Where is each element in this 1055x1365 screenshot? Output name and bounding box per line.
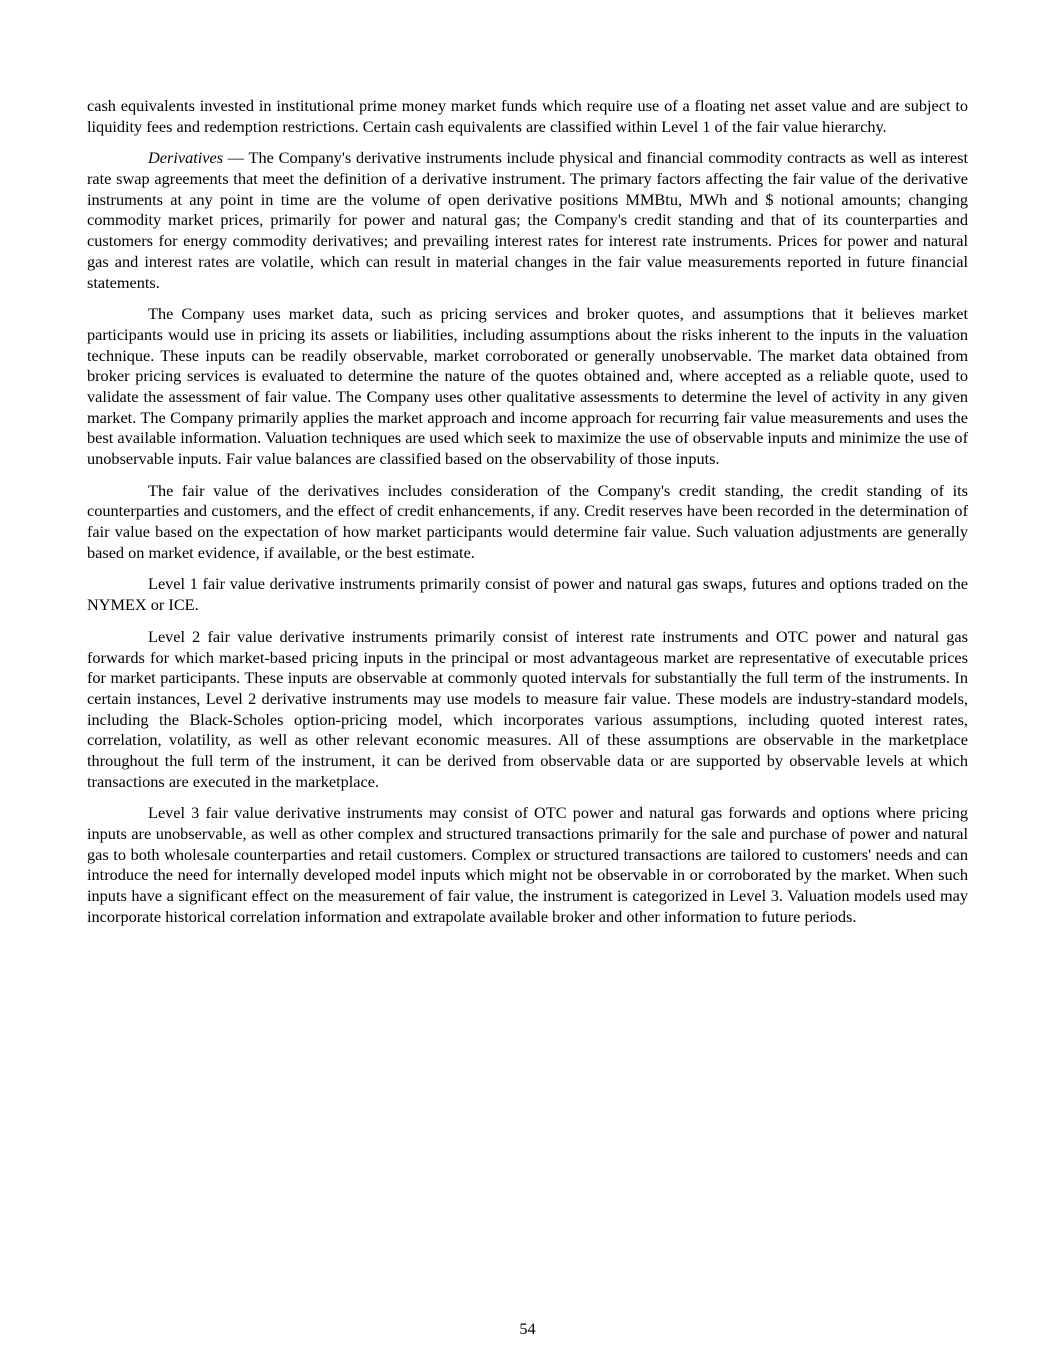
paragraph-derivatives	[87, 148, 968, 293]
paragraph-level-3: Level 3 fair value derivative instruments may consist of OTC power and natural gas forwards and options where pricing inputs are unobservable, as well as other complex and structured transactions primarily for the sale and purchase of power and natural gas to both wholesale counterparties and retail customers. Complex or structured transactions are tailored to customers' needs and can introduce the need for internally developed model inputs which might not be observable in or corroborated by the market. When such inputs have a significant effect on the measurement of fair value, the instrument is categorized in Level 3. Valuation models used may incorporate historical correlation information and extrapolate available broker and other information to future periods.	[87, 803, 968, 926]
paragraph-derivatives-text: — The Company's derivative instruments include physical and financial commodity contracts as well as interest rate swap agreements that meet the definition of a derivative instrument. The primary factors affecting the fair value of the derivative instruments at any point in time are the volume of open derivative positions MMBtu, MWh and $ notional amounts; changing commodity market prices, primarily for power and natural gas; the Company's credit standing and that of its counterparties and customers for energy commodity derivatives; and prevailing interest rates for interest rate instruments. Prices for power and natural gas and interest rates are volatile, which can result in material changes in the fair value measurements reported in future financial statements.	[87, 148, 968, 292]
paragraph-derivatives-lead: Derivatives	[148, 148, 224, 168]
paragraph-level-2: Level 2 fair value derivative instruments primarily consist of interest rate instruments and OTC power and natural gas forwards for which market-based pricing inputs in the principal or most advantageous market are representative of executable prices for market participants. These inputs are observable at commonly quoted intervals for substantially the full term of the instruments. In certain instances, Level 2 derivative instruments may use models to measure fair value. These models are industry-standard models, including the Black-Scholes option-pricing model, which incorporates various assumptions, including quoted interest rates, correlation, volatility, as well as other relevant economic measures. All of these assumptions are observable in the marketplace throughout the full term of the instrument, it can be derived from observable data or are supported by observable levels at which transactions are executed in the marketplace.	[87, 626, 968, 791]
paragraph-credit-standing: The fair value of the derivatives includes consideration of the Company's credit standing, the credit standing of its counterparties and customers, and the effect of credit enhancements, if any. Credit reserves have been recorded in the determination of fair value based on the expectation of how market participants would determine fair value. Such valuation adjustments are generally based on market evidence, if available, or the best estimate.	[87, 480, 968, 562]
page-number: 54	[519, 1319, 536, 1338]
paragraph-market-data: The Company uses market data, such as pricing services and broker quotes, and assumptions that it believes market participants would use in pricing its assets or liabilities, including assumptions about the risks inherent to the inputs in the valuation technique. These inputs can be readily observable, market corroborated or generally unobservable. The market data obtained from broker pricing services is evaluated to determine the nature of the quotes obtained and, where accepted as a reliable quote, used to validate the assessment of fair value. The Company uses other qualitative assessments to determine the level of activity in any given market. The Company primarily applies the market approach and income approach for recurring fair value measurements and uses the best available information. Valuation techniques are used which seek to maximize the use of observable inputs and minimize the use of unobservable inputs. Fair value balances are classified based on the observability of those inputs.	[87, 304, 968, 468]
paragraph-level-1: Level 1 fair value derivative instruments primarily consist of power and natural gas swaps, futures and options traded on the NYMEX or ICE.	[87, 574, 968, 615]
paragraph-cash-equivalents: cash equivalents invested in institutional prime money market funds which require use of a floating net asset value and are subject to liquidity fees and redemption restrictions. Certain cash equivalents are classified within Level 1 of the fair value hierarchy.	[87, 96, 968, 136]
document-body	[87, 96, 968, 938]
